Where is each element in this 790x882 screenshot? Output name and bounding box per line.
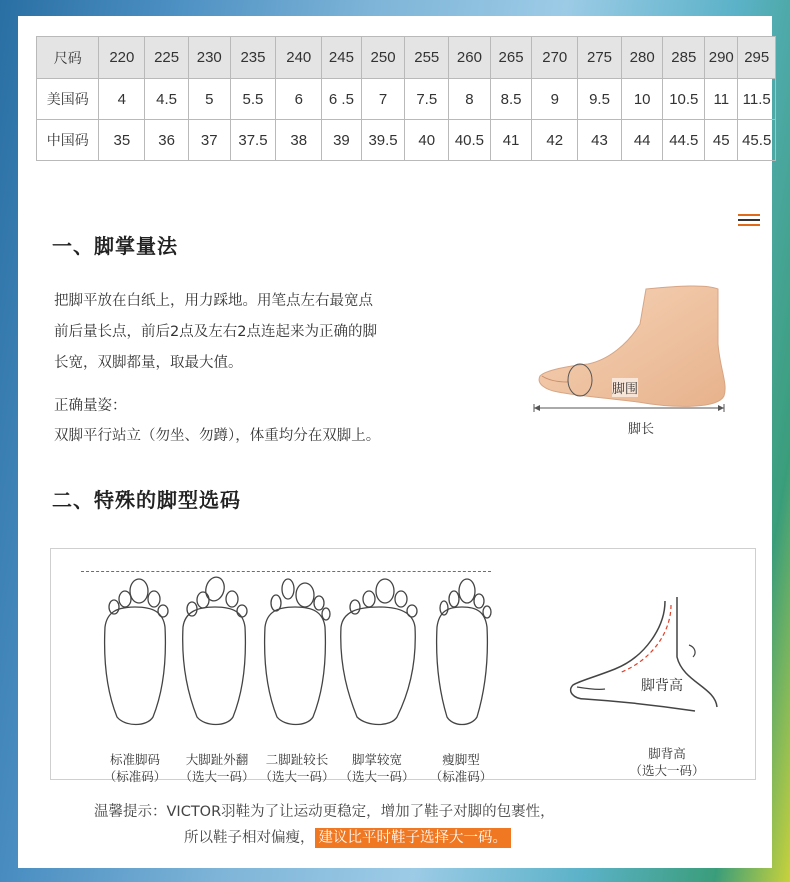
size-cell: 295 bbox=[738, 37, 776, 79]
foot-side-icon bbox=[528, 284, 728, 434]
girth-label: 脚围 bbox=[612, 378, 638, 397]
size-cell: 41 bbox=[490, 120, 532, 161]
size-cell: 45 bbox=[705, 120, 738, 161]
size-cell: 265 bbox=[490, 37, 532, 79]
size-cell: 5.5 bbox=[230, 79, 276, 120]
size-cell: 36 bbox=[145, 120, 189, 161]
posture-title: 正确量姿： bbox=[54, 398, 127, 414]
size-cell: 240 bbox=[276, 37, 322, 79]
length-label: 脚长 bbox=[628, 418, 654, 437]
size-cell: 270 bbox=[532, 37, 578, 79]
size-row-label: 尺码 bbox=[37, 37, 99, 79]
size-cell: 255 bbox=[405, 37, 449, 79]
size-cell: 7.5 bbox=[405, 79, 449, 120]
size-cell: 5 bbox=[188, 79, 230, 120]
size-cell: 225 bbox=[145, 37, 189, 79]
tip-line-1: 温馨提示：VICTOR羽鞋为了让运动更稳定，增加了鞋子对脚的包裹性， bbox=[94, 804, 555, 820]
foot-type-advice: （选大一码） bbox=[339, 769, 415, 784]
size-cell: 280 bbox=[621, 37, 663, 79]
size-cell: 10.5 bbox=[663, 79, 705, 120]
page bbox=[18, 16, 772, 868]
size-cell: 9.5 bbox=[578, 79, 622, 120]
size-cell: 250 bbox=[361, 37, 405, 79]
foot-type-name: 二脚趾较长 bbox=[265, 752, 329, 767]
instruction-line: 长宽，双脚都量，取最大值。 bbox=[54, 355, 243, 371]
foot-type-name: 大脚趾外翻 bbox=[185, 752, 249, 767]
foot-type-name: 瘦脚型 bbox=[442, 752, 480, 767]
menu-icon bbox=[738, 214, 760, 229]
instruction-line: 把脚平放在白纸上，用力踩地。用笔点左右最宽点 bbox=[54, 293, 373, 309]
size-cell: 40 bbox=[405, 120, 449, 161]
size-cell: 38 bbox=[276, 120, 322, 161]
size-row bbox=[37, 37, 776, 79]
foot-type-name: 脚掌较宽 bbox=[351, 752, 402, 767]
foot-type-advice: （选大一码） bbox=[629, 763, 705, 778]
size-cell: 37.5 bbox=[230, 120, 276, 161]
wide-foot-icon bbox=[335, 567, 421, 727]
size-cell: 4 bbox=[99, 79, 145, 120]
size-cell: 40.5 bbox=[449, 120, 491, 161]
tip-highlight: 建议比平时鞋子选择大一码。 bbox=[315, 828, 512, 848]
size-cell: 290 bbox=[705, 37, 738, 79]
foot-type-name: 脚背高 bbox=[648, 746, 686, 761]
slim-foot-icon bbox=[427, 567, 497, 727]
size-cell: 6 .5 bbox=[322, 79, 362, 120]
long-second-toe-foot-icon bbox=[255, 567, 335, 727]
foot-type-name: 标准脚码 bbox=[109, 752, 160, 767]
foot-label-slim bbox=[411, 751, 511, 785]
measure-instructions bbox=[54, 286, 377, 379]
size-cell: 9 bbox=[532, 79, 578, 120]
high-instep-foot-icon bbox=[565, 587, 735, 727]
size-cell: 220 bbox=[99, 37, 145, 79]
size-cell: 43 bbox=[578, 120, 622, 161]
size-cell: 45.5 bbox=[738, 120, 776, 161]
size-cell: 8.5 bbox=[490, 79, 532, 120]
foot-measure-diagram bbox=[528, 284, 728, 437]
size-row bbox=[37, 120, 776, 161]
size-cell: 35 bbox=[99, 120, 145, 161]
section1-title: 一、脚掌量法 bbox=[52, 234, 178, 258]
tip-prefix: 所以鞋子相对偏瘦， bbox=[184, 830, 315, 846]
size-cell: 285 bbox=[663, 37, 705, 79]
size-cell: 275 bbox=[578, 37, 622, 79]
size-cell: 39.5 bbox=[361, 120, 405, 161]
foot-label-high-instep bbox=[617, 745, 717, 779]
size-table bbox=[36, 36, 776, 161]
size-cell: 10 bbox=[621, 79, 663, 120]
foot-type-advice: （标准码） bbox=[103, 769, 167, 784]
instep-inline-label: 脚背高 bbox=[641, 678, 683, 694]
size-cell: 11 bbox=[705, 79, 738, 120]
foot-type-advice: （选大一码） bbox=[259, 769, 335, 784]
instruction-line: 前后量长点，前后2点及左右2点连起来为正确的脚 bbox=[54, 324, 377, 340]
size-cell: 42 bbox=[532, 120, 578, 161]
posture-text: 双脚平行站立（勿坐、勿蹲），体重均分在双脚上。 bbox=[54, 428, 381, 444]
section2-title: 二、特殊的脚型选码 bbox=[52, 488, 241, 512]
size-cell: 235 bbox=[230, 37, 276, 79]
size-cell: 4.5 bbox=[145, 79, 189, 120]
bunion-foot-icon bbox=[175, 567, 255, 727]
size-cell: 245 bbox=[322, 37, 362, 79]
standard-foot-icon bbox=[95, 567, 175, 727]
foot-type-advice: （选大一码） bbox=[179, 769, 255, 784]
size-cell: 8 bbox=[449, 79, 491, 120]
special-foot-types-panel bbox=[50, 548, 756, 784]
size-cell: 44.5 bbox=[663, 120, 705, 161]
size-cell: 37 bbox=[188, 120, 230, 161]
foot-type-advice: （标准码） bbox=[429, 769, 493, 784]
size-row bbox=[37, 79, 776, 120]
size-cell: 39 bbox=[322, 120, 362, 161]
size-cell: 6 bbox=[276, 79, 322, 120]
size-row-label: 中国码 bbox=[37, 120, 99, 161]
size-cell: 230 bbox=[188, 37, 230, 79]
size-cell: 11.5 bbox=[738, 79, 776, 120]
size-cell: 44 bbox=[621, 120, 663, 161]
size-cell: 7 bbox=[361, 79, 405, 120]
tip-line-2 bbox=[184, 826, 511, 847]
size-row-label: 美国码 bbox=[37, 79, 99, 120]
size-cell: 260 bbox=[449, 37, 491, 79]
